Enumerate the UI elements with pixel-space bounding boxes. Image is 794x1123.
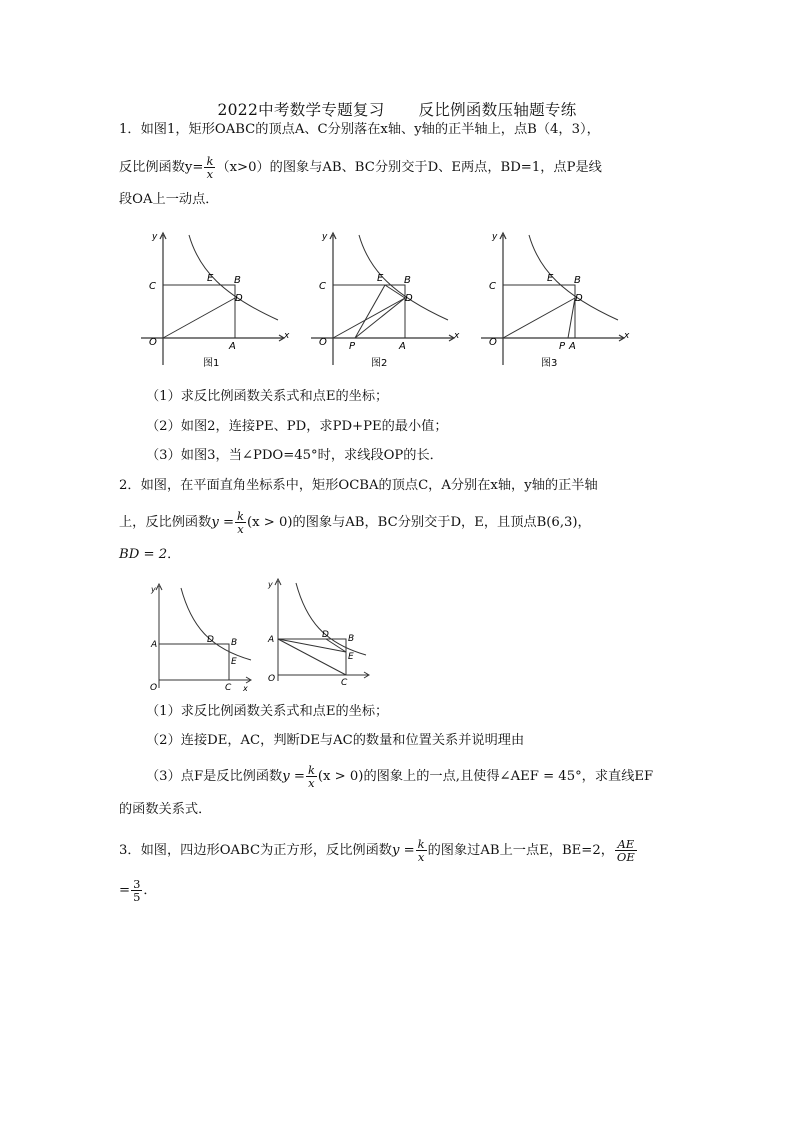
q2-line3: BD = 2． [119,547,181,562]
page-title [0,98,794,120]
svg-text:y: y [268,580,273,589]
svg-text:x: x [624,331,630,341]
q1-figure-3 [473,225,633,375]
svg-text:x: x [243,684,248,693]
q2-figure-left [145,580,257,695]
q2-sub3: （3）点F是反比例函数y = $\frac{k}{x}$ (x > 0)的图象上的一点,且使得∠AEF = 45°，求直线EF [146,763,654,790]
svg-text:x: x [284,331,290,341]
svg-text:B: B [234,275,241,286]
q2-fraction: $\frac{k}{x}$ [237,509,244,536]
svg-text:B: B [404,275,411,286]
svg-text:E: E [207,273,214,284]
q1-line2: 反比例函数y= $\frac{k}{x}$ （x>0）的图象与AB、BC分别交于D、E两点，BD=1，点P是线 [119,154,602,181]
q2-line1: 2．如图，在平面直角坐标系中，矩形OCBA的顶点C，A分别在x轴，y轴的正半轴 [119,478,598,493]
svg-text:C: C [341,678,348,688]
svg-text:C: C [225,683,232,693]
svg-text:x: x [454,331,460,341]
svg-text:C: C [319,281,326,292]
svg-text:E: E [348,652,354,662]
svg-text:A: A [151,640,158,650]
q1-fraction: $\frac{k}{x}$ [206,154,214,181]
q3-line2: = $\frac{3}{5}$ ． [119,877,157,904]
q1-figure-1 [133,225,293,375]
svg-text:A: A [569,341,576,352]
q2-line2: 上，反比例函数y = $\frac{k}{x}$ (x > 0)的图象与AB，BC分别交于D，E，且顶点B(6,3)， [119,509,591,536]
svg-text:y: y [152,232,158,242]
caption-fig3: 图3 [541,358,558,369]
svg-text:O: O [489,337,497,348]
q1-line3: 段OA上一动点． [119,192,219,207]
svg-text:B: B [231,638,238,648]
svg-text:A: A [399,341,406,352]
title-part2: 反比例函数压轴题专练 [418,101,577,119]
svg-text:D: D [575,293,583,304]
q1-sub2: （2）如图2，连接PE、PD，求PD+PE的最小值； [146,419,448,434]
q1-sub3: （3）如图3，当∠PDO=45°时，求线段OP的长． [146,448,443,463]
q1-sub1: （1）求反比例函数关系式和点E的坐标； [146,389,389,404]
svg-text:B: B [574,275,581,286]
svg-text:P: P [349,341,356,352]
svg-text:A: A [229,341,236,352]
caption-fig1: 图1 [203,358,220,369]
svg-text:E: E [231,657,237,667]
svg-text:O: O [268,674,276,684]
svg-text:C: C [149,281,156,292]
q2-sub1: （1）求反比例函数关系式和点E的坐标； [146,704,389,719]
svg-text:C: C [489,281,496,292]
q3-fraction-k: $\frac{k}{x}$ [417,837,425,864]
q1-line1: 1．如图1，矩形OABC的顶点A、C分别落在x轴、y轴的正半轴上，点B（4，3）， [119,122,600,137]
svg-text:D: D [405,293,413,304]
svg-text:P: P [559,341,566,352]
q3-fraction-ae-oe: $\frac{AE}{OE}$ [616,837,635,864]
svg-text:y: y [322,232,328,242]
q2-sub3-fraction: $\frac{k}{x}$ [307,763,315,790]
title-part1: 2022中考数学专题复习 [217,101,385,119]
caption-fig2: 图2 [371,358,388,369]
svg-text:B: B [348,634,355,644]
svg-text:A: A [268,635,275,645]
q2-figure-right [262,575,374,690]
svg-text:O: O [150,683,158,693]
svg-text:y: y [492,232,498,242]
q3-line1: 3．如图，四边形OABC为正方形，反比例函数y = $\frac{k}{x}$ 的图象过AB上一点E，BE=2， $\frac{AE}{OE}$ [119,837,635,864]
svg-text:y: y [151,585,156,594]
q1-figure-2 [303,225,463,375]
q3-fraction-3-5: $\frac{3}{5}$ [133,877,141,904]
q2-line4: 的函数关系式． [119,802,212,817]
svg-text:E: E [547,273,554,284]
q2-sub2: （2）连接DE，AC，判断DE与AC的数量和位置关系并说明理由 [146,733,525,748]
svg-text:O: O [319,337,327,348]
svg-text:D: D [207,635,214,645]
svg-text:E: E [377,273,384,284]
svg-text:D: D [322,630,329,640]
svg-text:O: O [149,337,157,348]
svg-text:D: D [235,293,243,304]
